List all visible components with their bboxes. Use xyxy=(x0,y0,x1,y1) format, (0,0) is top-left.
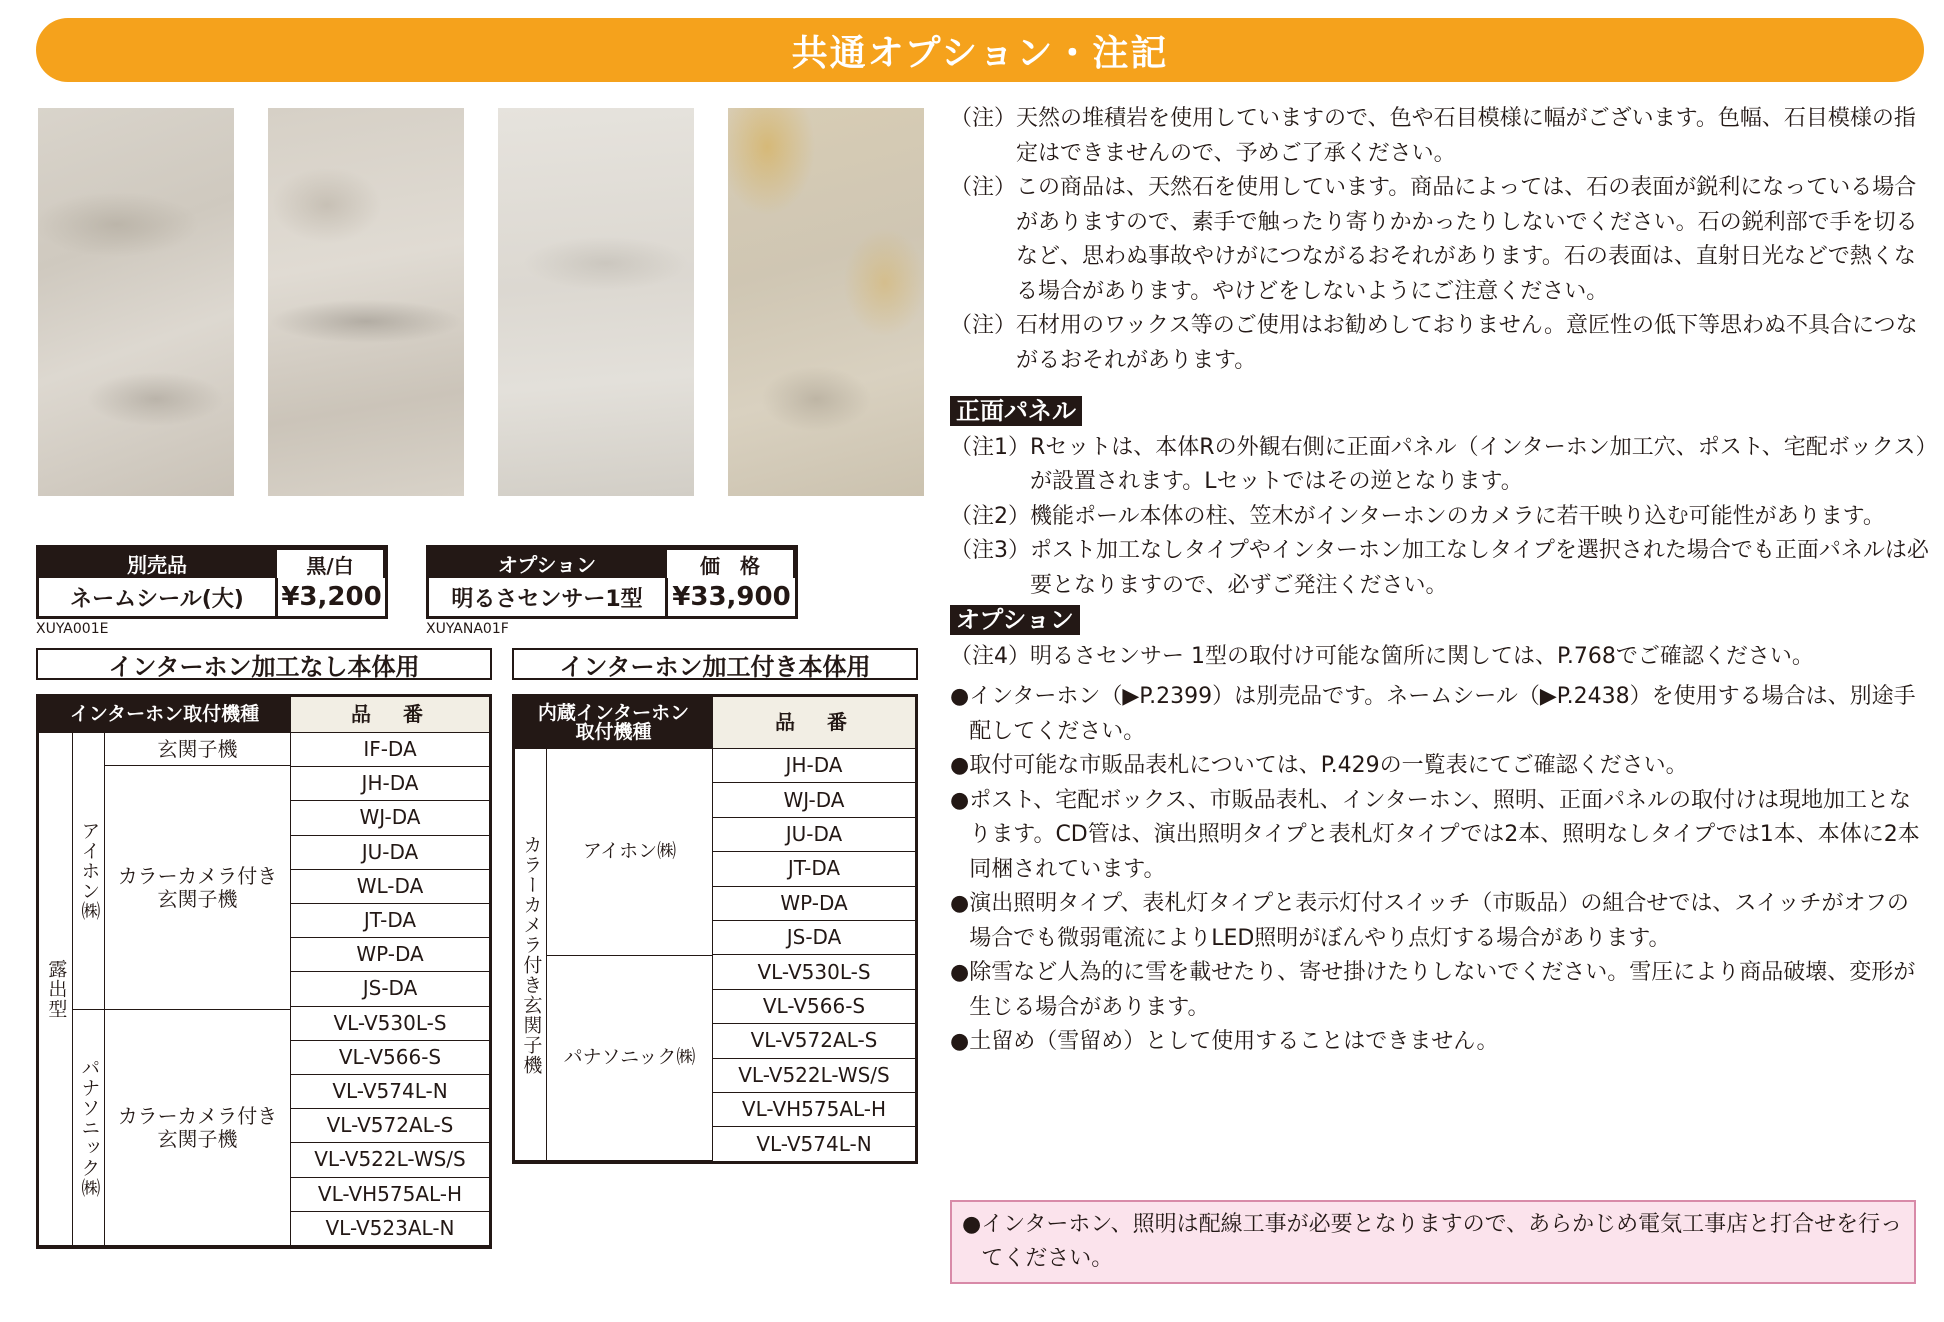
bullet-note xyxy=(950,680,1930,749)
product-code-cell: VL-V530L-S xyxy=(291,1007,489,1041)
stone-swatch-2 xyxy=(268,108,464,496)
note xyxy=(950,102,1930,171)
product-code-cell: JU-DA xyxy=(713,818,915,852)
note-label: （注） xyxy=(950,313,1017,338)
product-code-cell: JT-DA xyxy=(713,852,915,886)
note xyxy=(950,431,1930,500)
product-code-cell: WL-DA xyxy=(291,870,489,904)
product-code-cell: JU-DA xyxy=(291,836,489,870)
model-type: カラーカメラ付き 玄関子機 xyxy=(105,1010,291,1246)
product-code-cell: VL-V566-S xyxy=(291,1041,489,1075)
product-code-cell: JS-DA xyxy=(291,972,489,1006)
product-code-cell: VL-V572AL-S xyxy=(713,1024,915,1058)
model-type: カラーカメラ付き玄関子機 xyxy=(515,749,547,1161)
note-text: 演出照明タイプ、表札灯タイプと表示灯付スイッチ（市販品）の組合せでは、スイッチがオフの場合でも微弱電流によりLED照明がぼんやり点灯する場合があります。 xyxy=(969,891,1909,951)
note-label: （注4） xyxy=(950,643,1030,669)
maker-panasonic: パナソニック㈱ xyxy=(73,1010,105,1246)
bullet-note xyxy=(950,1025,1930,1060)
product-code-cell: WP-DA xyxy=(291,938,489,972)
sensor-price-box xyxy=(426,545,798,619)
product-code-cell: VL-V522L-WS/S xyxy=(291,1143,489,1177)
bullet-note xyxy=(950,887,1930,956)
table-header: インターホン取付機種 xyxy=(39,697,291,733)
product-code-cell: VL-V574L-N xyxy=(291,1075,489,1109)
note xyxy=(950,640,1930,675)
model-type: カラーカメラ付き 玄関子機 xyxy=(105,766,291,1010)
bullet-icon: ● xyxy=(950,960,970,985)
left-table-title: インターホン加工なし本体用 xyxy=(36,648,492,680)
stone-swatch-1 xyxy=(38,108,234,496)
product-code-cell: JH-DA xyxy=(713,749,915,783)
bullet-icon: ● xyxy=(950,753,970,778)
note xyxy=(950,534,1930,603)
product-name: ネームシール(大) xyxy=(70,586,244,612)
model-type: 玄関子機 xyxy=(105,733,291,766)
product-code-cell: VL-V574L-N xyxy=(713,1127,915,1161)
right-compat-table xyxy=(512,694,918,1164)
product-code-cell: VL-V566-S xyxy=(713,990,915,1024)
notes-block xyxy=(950,102,1930,1060)
product-code-cell: WP-DA xyxy=(713,887,915,921)
table-header: 品 番 xyxy=(291,697,489,733)
price-col-header: オプション xyxy=(497,552,597,577)
bullet-note xyxy=(950,784,1930,888)
price-col-header: 別売品 xyxy=(127,552,187,577)
product-code-cell: VL-V522L-WS/S xyxy=(713,1059,915,1093)
name-seal-price-box xyxy=(36,545,388,619)
note-text: Rセットは、本体Rの外観右側に正面パネル（インターホン加工穴、ポスト、宅配ボックス）が設置されます。Lセットではその逆となります。 xyxy=(1030,434,1927,494)
product-code-cell: JH-DA xyxy=(291,767,489,801)
bullet-icon: ● xyxy=(962,1212,982,1237)
note-label: （注） xyxy=(950,106,1017,131)
note-label: （注3） xyxy=(950,538,1030,563)
notice-text: インターホン、照明は配線工事が必要となりますので、あらかじめ電気工事店と打合せを行ってください。 xyxy=(981,1212,1903,1271)
note-label: （注1） xyxy=(950,434,1030,460)
product-code-cell: VL-V523AL-N xyxy=(291,1212,489,1246)
product-code-cell: IF-DA xyxy=(291,733,489,767)
bullet-icon: ● xyxy=(950,1029,970,1054)
note-text: 天然の堆積岩を使用していますので、色や石目模様に幅がございます。色幅、石目模様の指定はできませんので、予めご了承ください。 xyxy=(1016,106,1916,166)
note-label: （注） xyxy=(950,175,1017,200)
product-code-cell: VL-V572AL-S xyxy=(291,1109,489,1143)
product-code-cell: JS-DA xyxy=(713,921,915,955)
price-value: ¥3,200 xyxy=(275,578,385,616)
product-code: XUYA001E xyxy=(36,621,109,637)
note-text: 機能ポール本体の柱、笠木がインターホンのカメラに若干映り込む可能性があります。 xyxy=(1030,503,1885,529)
section-option: オプション xyxy=(950,605,1080,635)
product-code-cell: WJ-DA xyxy=(713,783,915,817)
note xyxy=(950,171,1930,309)
price-value: ¥33,900 xyxy=(665,578,795,616)
price-col-header: 価 格 xyxy=(665,548,795,578)
product-name: 明るさセンサー1型 xyxy=(451,586,643,612)
note-text: 土留め（雪留め）として使用することはできません。 xyxy=(969,1029,1499,1054)
bullet-note xyxy=(950,956,1930,1025)
wiring-notice xyxy=(950,1200,1916,1284)
note xyxy=(950,500,1930,535)
page-title: 共通オプション・注記 xyxy=(36,18,1924,82)
maker-aiphone: アイホン㈱ xyxy=(547,749,713,956)
note-text: ポスト、宅配ボックス、市販品表札、インターホン、照明、正面パネルの取付けは現地加工となります。CD管は、演出照明タイプと表札灯タイプでは2本、照明なしタイプでは1本、本体に2本同梱されています。 xyxy=(969,787,1920,882)
note-text: この商品は、天然石を使用しています。商品によっては、石の表面が鋭利になっている場合がありますので、素手で触ったり寄りかかったりしないでください。石の鋭利部で手を切るなど、思わぬ事故やけがにつながるおそれがあります。石の表面は、直射日光などで熱くなる場合があります。やけどをしないようにご注意ください。 xyxy=(1016,175,1918,304)
note-text: 除雪など人為的に雪を載せたり、寄せ掛けたりしないでください。雪圧により商品破壊、変形が生じる場合があります。 xyxy=(969,960,1916,1020)
note-text: ポスト加工なしタイプやインターホン加工なしタイプを選択された場合でも正面パネルは必要となりますので、必ずご発注ください。 xyxy=(1030,538,1929,598)
section-front-panel: 正面パネル xyxy=(950,396,1082,426)
right-table-title: インターホン加工付き本体用 xyxy=(512,648,918,680)
maker-panasonic: パナソニック㈱ xyxy=(547,956,713,1161)
mount-type: 露出型 xyxy=(39,733,73,1246)
note-text: 取付可能な市販品表札については、P.429の一覧表にてご確認ください。 xyxy=(969,753,1688,778)
product-code-cell: VL-VH575AL-H xyxy=(291,1178,489,1212)
bullet-icon: ● xyxy=(950,684,970,709)
stone-swatch-4 xyxy=(728,108,924,496)
note xyxy=(950,309,1930,378)
note-text: 石材用のワックス等のご使用はお勧めしておりません。意匠性の低下等思わぬ不具合につながるおそれがあります。 xyxy=(1016,313,1918,373)
note-text: インターホン（▶P.2399）は別売品です。ネームシール（▶P.2438）を使用する場合は、別途手配してください。 xyxy=(969,684,1916,744)
note-label: （注2） xyxy=(950,503,1030,529)
product-code: XUYANA01F xyxy=(426,621,509,637)
maker-aiphone: アイホン㈱ xyxy=(73,733,105,1010)
note-text: 明るさセンサー 1型の取付け可能な箇所に関しては、P.768でご確認ください。 xyxy=(1030,643,1814,669)
product-code-cell: WJ-DA xyxy=(291,801,489,835)
bullet-icon: ● xyxy=(950,787,970,813)
product-code-cell: VL-VH575AL-H xyxy=(713,1093,915,1127)
product-code-cell: VL-V530L-S xyxy=(713,955,915,989)
left-compat-table xyxy=(36,694,492,1249)
product-code-cell: JT-DA xyxy=(291,904,489,938)
stone-swatch-3 xyxy=(498,108,694,496)
bullet-icon: ● xyxy=(950,891,970,916)
table-header: 品 番 xyxy=(713,697,915,749)
bullet-note xyxy=(950,749,1930,784)
table-header: 内蔵インターホン 取付機種 xyxy=(515,697,713,749)
price-col-header: 黒/白 xyxy=(275,548,385,578)
